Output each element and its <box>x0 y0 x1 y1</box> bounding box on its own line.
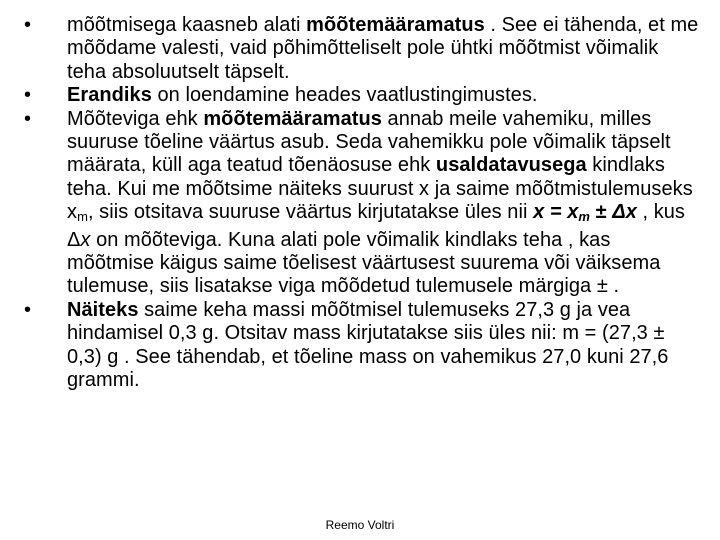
term-bold: Näiteks <box>67 298 139 321</box>
text: kindlaks teha. Kui me mõõtsime näiteks suurust x ja saime mõõtmistulemuseks x <box>67 154 693 224</box>
text: , siis otsitava suuruse väärtus kirjutatakse üles nii <box>87 201 534 224</box>
subscript: m <box>77 209 88 225</box>
bullet-dot-icon: • <box>24 84 32 107</box>
plus-minus-symbol: ± <box>589 201 613 224</box>
bullet-dot-icon: • <box>24 14 32 36</box>
bullet-dot-icon: • <box>24 298 32 321</box>
term-bold: usaldatavusega <box>435 154 587 177</box>
formula: x = x <box>533 201 579 224</box>
bullet-item-exception <box>24 84 700 107</box>
text: on loendamine heades vaatlustingimustes. <box>151 84 538 107</box>
plus-minus-symbol: ± <box>596 275 608 298</box>
delta-symbol: Δ <box>67 228 81 251</box>
term-bold: mõõtemääramatus <box>306 14 485 36</box>
plus-minus-symbol: ± <box>653 322 665 345</box>
term-bold: mõõtemääramatus <box>203 107 382 130</box>
text: Mõõteviga ehk <box>67 107 204 130</box>
term-bold: Erandiks <box>67 84 152 107</box>
formula-delta: Δx <box>612 201 637 224</box>
bullet-dot-icon: • <box>24 107 32 130</box>
variable-x: x <box>80 228 91 251</box>
bullet-item-example <box>24 299 700 393</box>
text: on mõõteviga. Kuna alati pole võimalik kindlaks teha , kas mõõtmise käigus saime tõelisest väärtusest suurema või väiksema tulemuse, siis lisatakse viga mõõdetud tulemusele märgiga <box>67 228 661 298</box>
bullet-item-measurement-error <box>24 108 700 299</box>
text: saime keha massi mõõtmisel tulemuseks 27,3 g ja vea hindamisel 0,3 g. Otsitav mass kirjutatakse siis üles nii: m = (27,3 <box>67 298 654 345</box>
formula-subscript: m <box>578 209 590 225</box>
bullet-list <box>24 14 700 393</box>
footer-author: Reemo Voltri <box>325 518 395 532</box>
text: , kus <box>636 201 685 224</box>
text: . See ei tähenda, et me mõõdame valesti, vaid põhimõtteliselt pole ühtki mõõtmist võimalik teha absoluutselt täpselt. <box>67 14 699 83</box>
text: mõõtmisega kaasneb alati <box>67 14 307 36</box>
text: 0,3) g . See tähendab, et tõeline mass on vahemikus 27,0 kuni 27,6 grammi. <box>67 345 669 392</box>
text: annab meile vahemiku, milles suuruse tõeline väärtus asub. Seda vahemikku pole võimalik täpselt määrata, küll aga teatud tõenäosuse ehk <box>67 107 671 177</box>
text: . <box>607 275 620 298</box>
bullet-item-measurement-uncertainty <box>24 14 700 84</box>
